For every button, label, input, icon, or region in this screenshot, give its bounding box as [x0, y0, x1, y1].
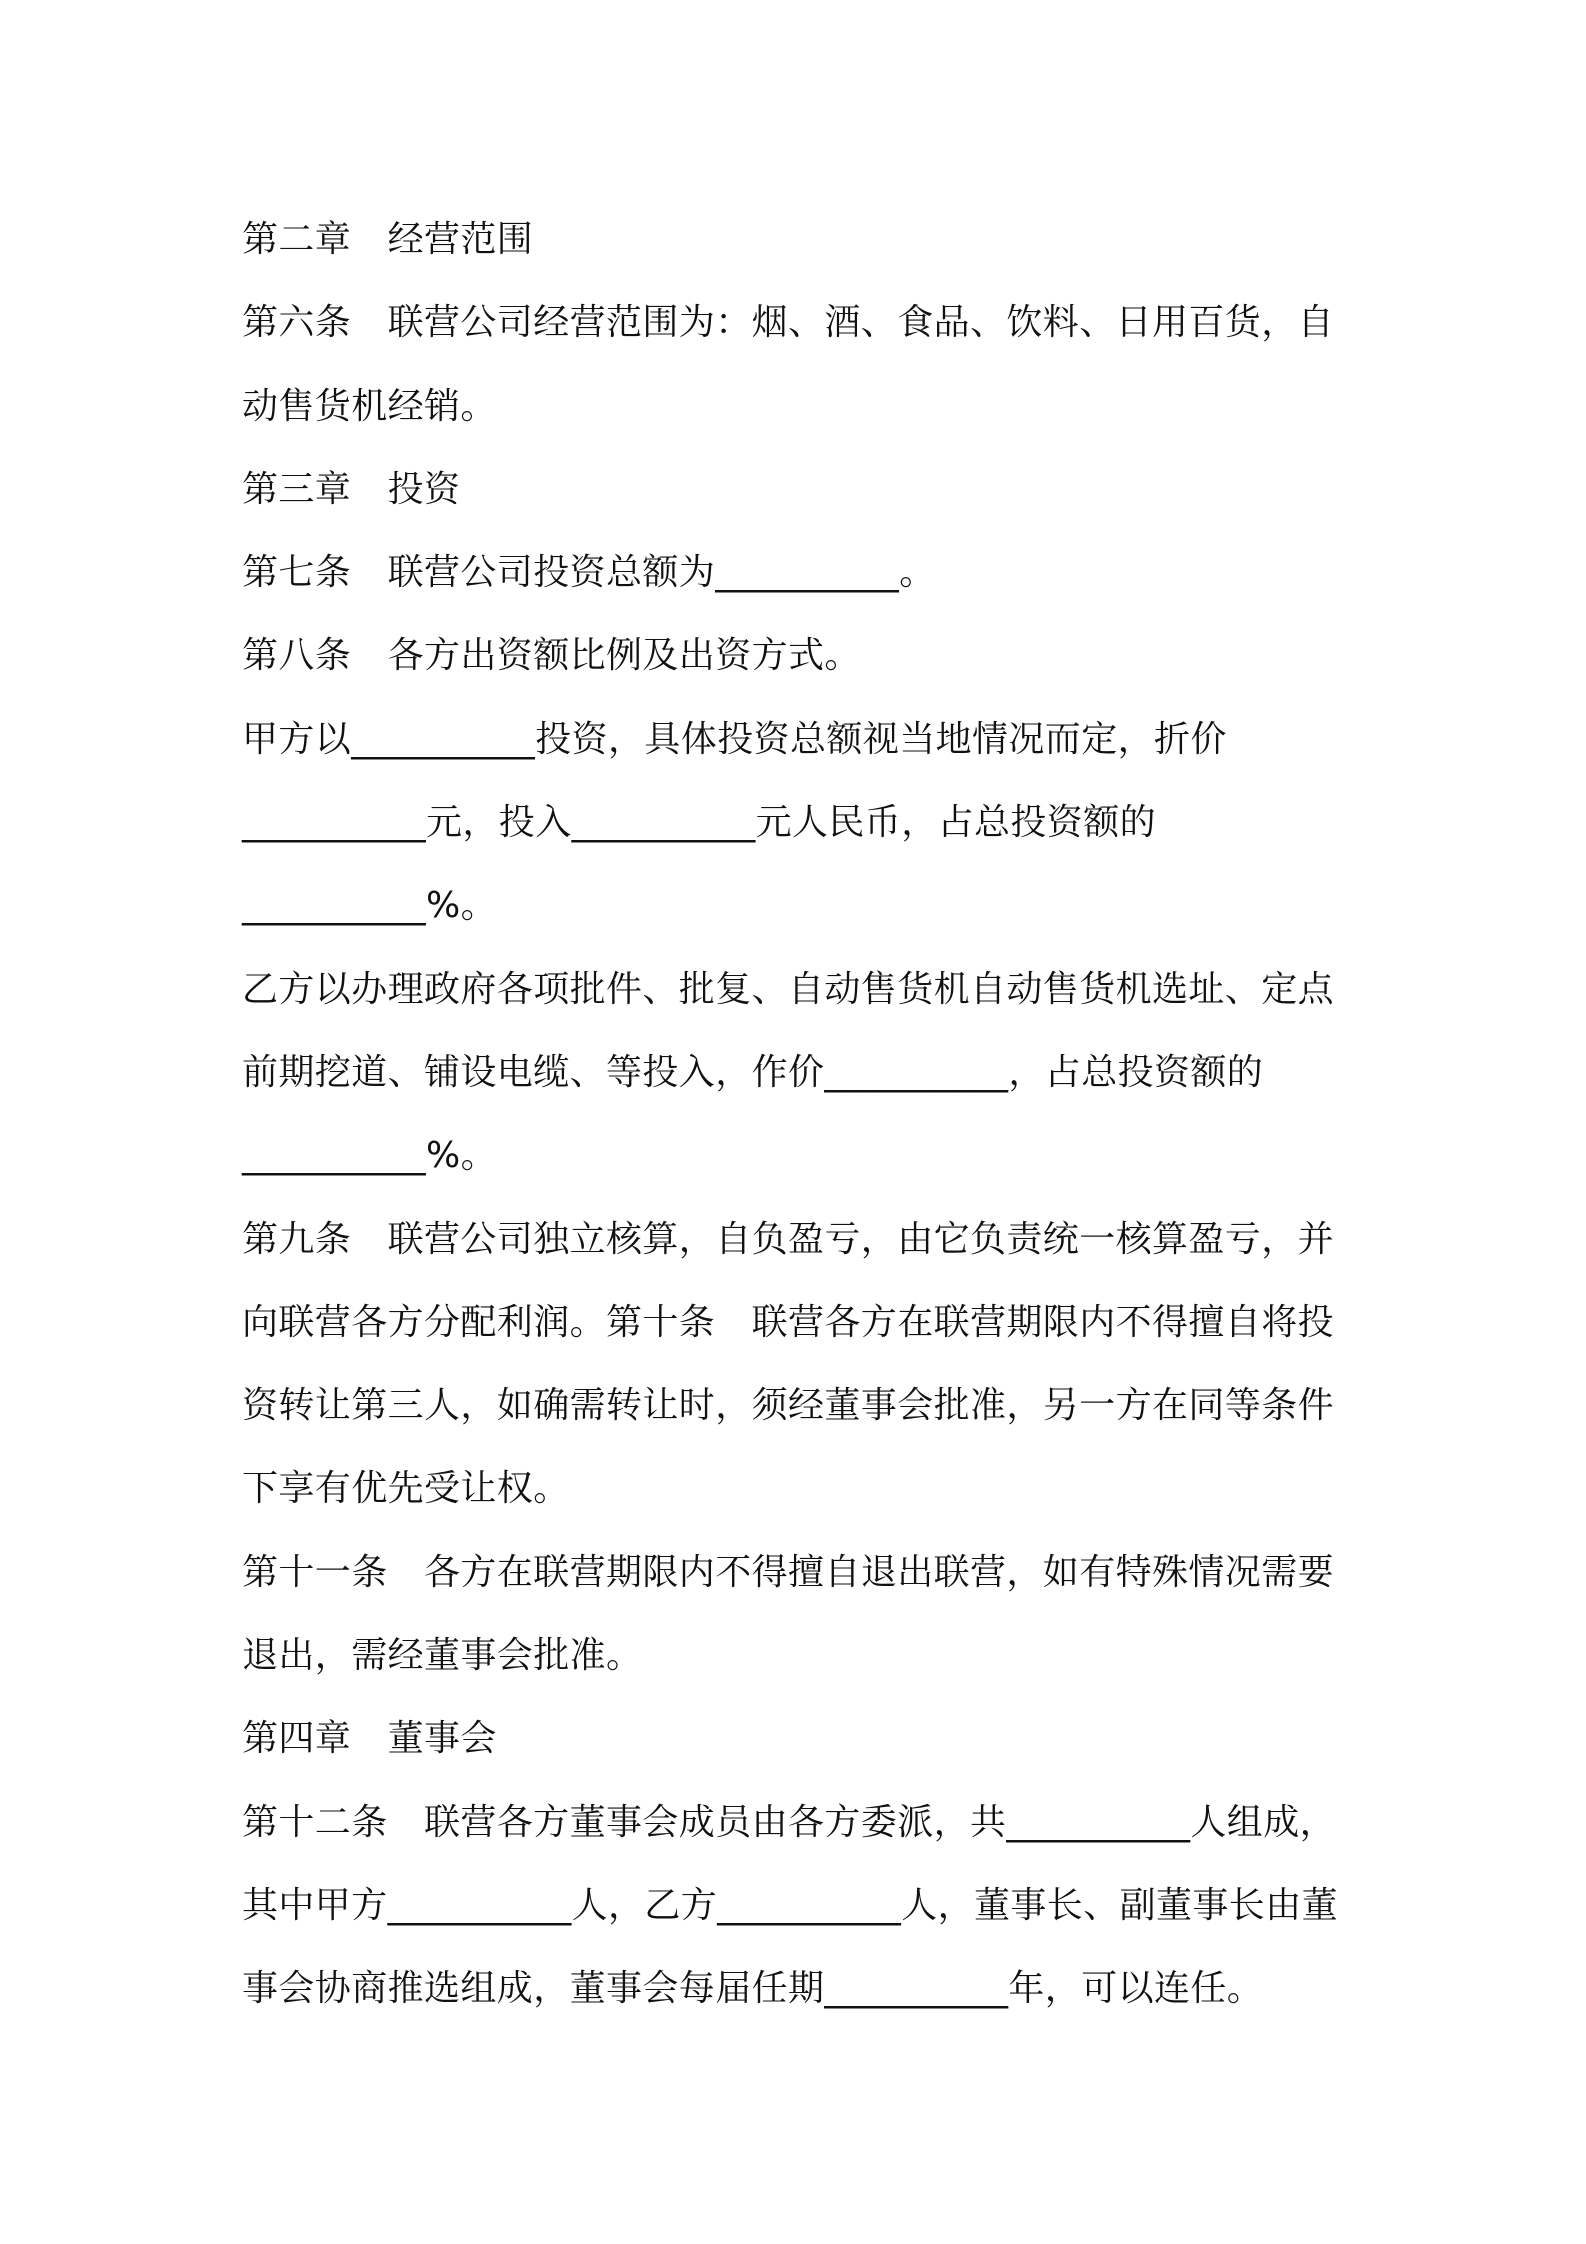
article-10-line-3: 下享有优先受让权。	[242, 1468, 570, 1510]
article-7: 第七条 联营公司投资总额为__________。	[242, 552, 936, 594]
article-12-line-1: 第十二条 联营各方董事会成员由各方委派，共__________人组成，	[242, 1801, 1337, 1843]
chapter-2-heading: 第二章 经营范围	[242, 219, 534, 260]
party-b-line-2: 前期挖道、铺设电缆、等投入，作价__________，占总投资额的	[242, 1051, 1264, 1093]
article-8: 第八条 各方出资额比例及出资方式。	[242, 635, 861, 677]
chapter-3-heading: 第三章 投资	[242, 468, 461, 510]
article-9-10-line-2: 向联营各方分配利润。第十条 联营各方在联营期限内不得擅自将投	[242, 1301, 1335, 1343]
article-11-line-1: 第十一条 各方在联营期限内不得擅自退出联营，如有特殊情况需要	[242, 1551, 1335, 1593]
party-a-line-2: __________元，投入__________元人民币，占总投资额的	[242, 802, 1156, 844]
article-6-line-1: 第六条 联营公司经营范围为：烟、酒、食品、饮料、日用百货，自	[242, 302, 1335, 344]
party-a-line-3: __________%。	[242, 885, 498, 927]
article-10-line-2: 资转让第三人，如确需转让时，须经董事会批准，另一方在同等条件	[242, 1385, 1335, 1427]
party-b-line-3: __________%。	[242, 1135, 498, 1177]
chapter-4-heading: 第四章 董事会	[242, 1718, 497, 1760]
article-9-line-1: 第九条 联营公司独立核算，自负盈亏，由它负责统一核算盈亏，并	[242, 1218, 1335, 1260]
article-11-line-2: 退出，需经董事会批准。	[242, 1635, 643, 1677]
document-page	[242, 198, 1352, 2031]
party-b-line-1: 乙方以办理政府各项批件、批复、自动售货机自动售货机选址、定点	[242, 968, 1335, 1010]
party-a-line-1: 甲方以__________投资，具体投资总额视当地情况而定，折价	[242, 718, 1227, 760]
article-6-line-2: 动售货机经销。	[242, 385, 497, 427]
article-12-line-3: 事会协商推选组成，董事会每届任期__________年，可以连任。	[242, 1968, 1264, 2010]
article-12-line-2: 其中甲方__________人，乙方__________人，董事长、副董事长由董	[242, 1884, 1338, 1926]
